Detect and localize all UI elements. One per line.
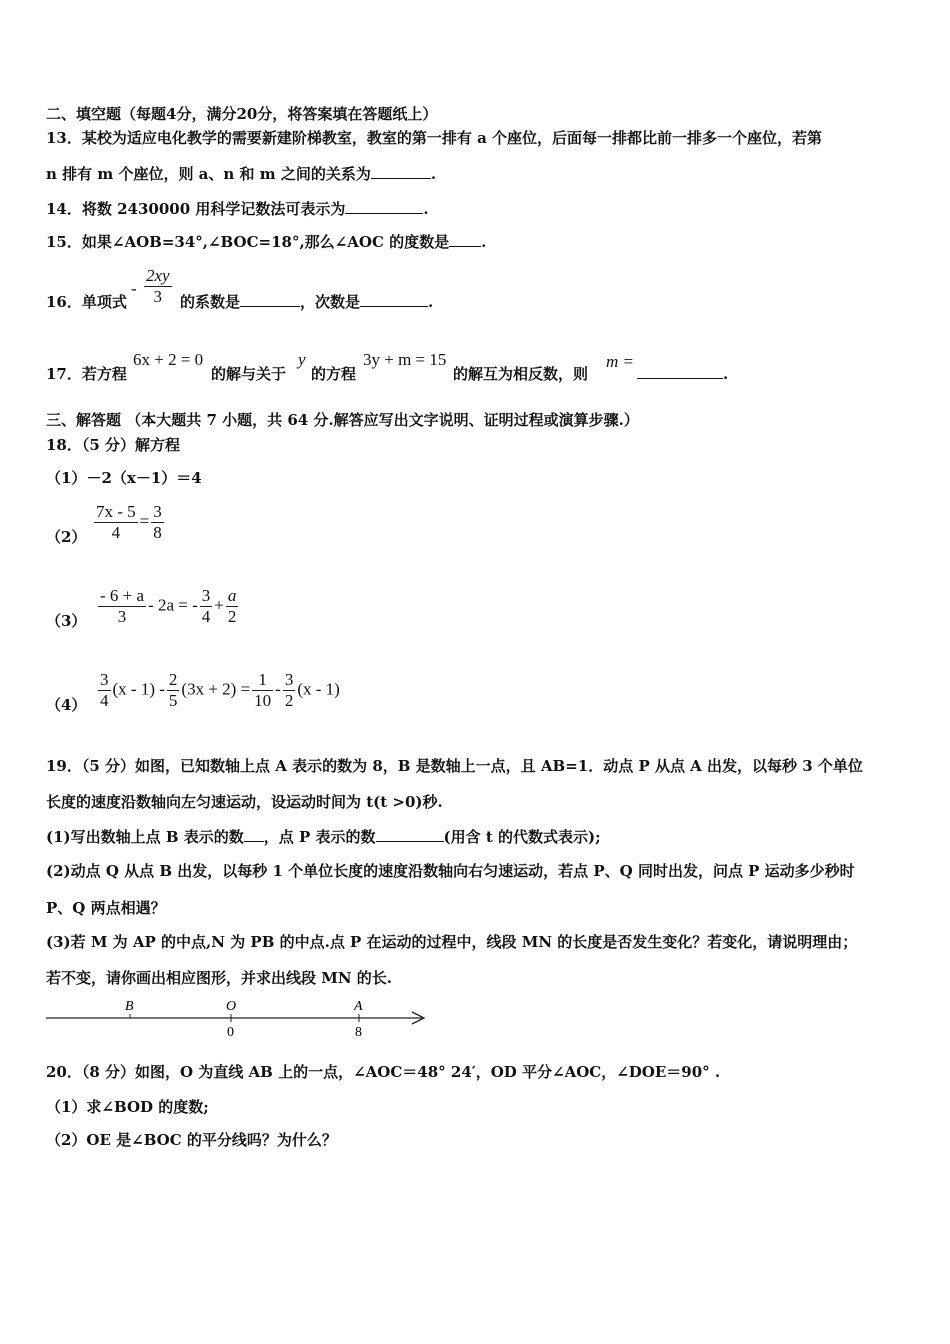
- q13-end: .: [430, 165, 437, 183]
- q14-text: 14．将数 2430000 用科学记数法可表示为: [46, 200, 346, 218]
- q18-p4-denominator-4: 2: [284, 691, 294, 710]
- q14-end: .: [423, 200, 429, 218]
- q18-p3-numerator-1: - 6 + a: [100, 586, 145, 605]
- q18-part-2-label: （2）: [46, 528, 87, 546]
- q18-part-1: [46, 468, 202, 488]
- q18-p4-numerator-2: 2: [168, 670, 178, 689]
- q19-sub-3a: (3)若 M 为 AP 的中点,N 为 PB 的中点.点 P 在运动的过程中，线段 MN 的长度是否发生变化？若变化，请说明理由；: [46, 933, 858, 951]
- q16-coefficient-text: 的系数是: [180, 293, 241, 311]
- q17-equation-2: 3y + m = 15: [363, 350, 447, 369]
- q18-part-3-equation: [96, 586, 240, 627]
- q19-sub-1b: ，点 P 表示的数: [263, 828, 376, 846]
- q17-mid-3: 的解互为相反数，则: [453, 365, 589, 383]
- q19-line-1: 19．（5 分）如图，已知数轴上点 A 表示的数为 8，B 是数轴上一点，且 AB=1．动点 P 从点 A 出发，以每秒 3 个单位: [46, 757, 863, 775]
- q16-numerator: 2xy: [146, 266, 170, 285]
- q15: [46, 232, 486, 252]
- q17-answer: [637, 364, 728, 384]
- q18-p4-numerator-3: 1: [252, 670, 273, 691]
- q17-prefix: 17．若方程: [46, 365, 127, 383]
- tick-8-label: 8: [355, 1025, 362, 1040]
- q19-sub-1: [46, 827, 601, 847]
- q13-line-1: 13．某校为适应电化教学的需要新建阶梯教室，教室的第一排有 a 个座位，后面每一排都比前一排多一个座位，若第: [46, 129, 823, 147]
- q18-p3-denominator-3: 2: [227, 607, 237, 626]
- q18-p2-numerator-2: 3: [153, 502, 162, 521]
- q18-p3-plus: +: [214, 595, 224, 615]
- q18-p4-numerator-1: 3: [100, 670, 109, 689]
- q17-end: .: [723, 365, 729, 383]
- q18-p4-term-3: -: [275, 679, 281, 699]
- q16-degree-text: ，次数是: [300, 293, 361, 311]
- q19-line-2: 长度的速度沿数轴向左匀速运动，设运动时间为 t(t >0)秒.: [46, 793, 443, 811]
- q18-part-3-label: （3）: [46, 612, 87, 630]
- q19-sub-1a: (1)写出数轴上点 B 表示的数: [46, 828, 244, 846]
- point-b-label: B: [125, 999, 134, 1014]
- q19-sub-2b: P、Q 两点相遇？: [46, 899, 166, 917]
- q14: [46, 199, 429, 219]
- q18-p2-denominator-2: 8: [153, 523, 162, 542]
- q18-p2-numerator-1: 7x - 5: [96, 502, 136, 521]
- q16-fraction: [142, 266, 174, 307]
- q18-p4-term-4: (x - 1): [297, 679, 340, 699]
- q17-variable-y: y: [298, 350, 306, 369]
- q18-part-4-label: （4）: [46, 696, 87, 714]
- q18-p3-denominator-1: 3: [117, 607, 127, 626]
- q20-sub-2: （2）OE 是∠BOC 的平分线吗？为什么？: [46, 1131, 337, 1149]
- q18-p4-denominator-1: 4: [100, 691, 109, 710]
- q18-p4-term-2: (3x + 2) =: [181, 679, 251, 699]
- q18-part-1-label: （1）: [46, 469, 87, 487]
- tick-0-label: 0: [227, 1025, 234, 1040]
- q18-part-2-equation: [92, 502, 166, 543]
- q18-p3-denominator-2: 4: [201, 607, 211, 626]
- q18-title: 18．（5 分）解方程: [46, 436, 181, 454]
- q17-mid-2: 的方程: [311, 365, 357, 383]
- q18-p3-middle: - 2a = -: [148, 595, 198, 615]
- q17-variable-m: m =: [606, 352, 634, 371]
- q20-line-1: 20．（8 分）如图，O 为直线 AB 上的一点，∠AOC＝48° 24′，OD 平分∠AOC，∠DOE＝90° .: [46, 1063, 721, 1081]
- q17-equation-1: 6x + 2 = 0: [133, 350, 204, 369]
- q16-sign: -: [131, 279, 137, 298]
- q14-answer-blank[interactable]: [345, 199, 423, 214]
- q19-b-blank[interactable]: [244, 827, 264, 842]
- q20-sub-1: （1）求∠BOD 的度数;: [46, 1098, 209, 1116]
- q13-text: n 排有 m 个座位，则 a、n 和 m 之间的关系为: [46, 165, 371, 183]
- q15-answer-blank[interactable]: [449, 232, 481, 247]
- q18-p3-numerator-3: a: [227, 586, 237, 605]
- q18-part-1-equation: －2（x－1）＝4: [86, 469, 202, 487]
- q16-degree-blank[interactable]: [360, 292, 428, 307]
- number-line-figure: [40, 995, 440, 1041]
- q19-sub-2a: (2)动点 Q 从点 B 出发，以每秒 1 个单位长度的速度沿数轴向右匀速运动，若点 P、Q 同时出发，问点 P 运动多少秒时: [46, 862, 855, 880]
- q19-sub-1c: (用含 t 的代数式表示);: [443, 828, 601, 846]
- q15-end: .: [481, 233, 487, 251]
- q17-answer-blank[interactable]: [637, 364, 723, 379]
- q13-answer-blank[interactable]: [371, 164, 431, 179]
- q16-end: .: [428, 293, 434, 311]
- q18-p2-denominator-1: 4: [111, 523, 121, 542]
- q16-rest: [180, 292, 433, 312]
- q15-text: 15．如果∠AOB=34°,∠BOC=18°,那么∠AOC 的度数是: [46, 233, 450, 251]
- q18-p3-numerator-2: 3: [201, 586, 211, 605]
- q16-prefix: 16．单项式: [46, 293, 127, 311]
- q18-part-4-equation: [96, 670, 340, 711]
- q19-p-blank[interactable]: [376, 827, 444, 842]
- q16-coefficient-blank[interactable]: [240, 292, 300, 307]
- point-o-label: O: [226, 999, 237, 1014]
- q17-mid-1: 的解与关于: [211, 365, 287, 383]
- q19-sub-3b: 若不变，请你画出相应图形，并求出线段 MN 的长.: [46, 969, 392, 987]
- q18-p2-equals: =: [139, 511, 150, 531]
- section-2-header: 二、填空题（每题4分，满分20分，将答案填在答题纸上）: [46, 105, 438, 123]
- q18-p4-denominator-3: 10: [254, 691, 272, 710]
- q18-p4-term-1: (x - 1) -: [112, 679, 165, 699]
- point-a-label: A: [354, 999, 363, 1014]
- q18-p4-numerator-4: 3: [284, 670, 294, 689]
- section-3-header: 三、解答题 （本大题共 7 小题，共 64 分.解答应写出文字说明、证明过程或演算步骤.）: [46, 411, 639, 429]
- q13-line-2: [46, 164, 436, 184]
- q16-denominator: 3: [153, 287, 163, 306]
- q18-p4-denominator-2: 5: [168, 691, 178, 710]
